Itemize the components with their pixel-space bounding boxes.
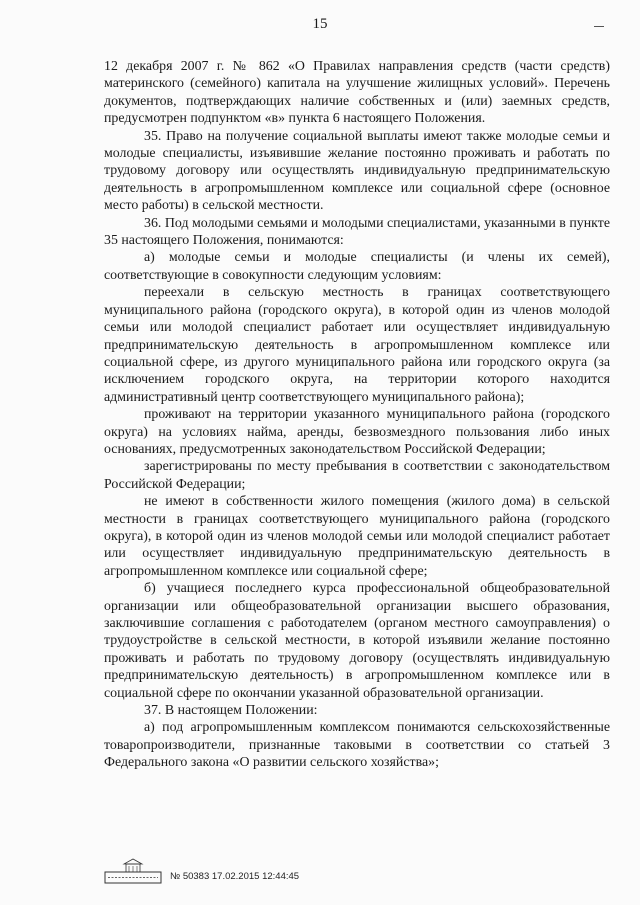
paragraph: проживают на территории указанного муниципального района (городского округа) на условиях найма, аренды, безвозмездного пользования либо иных основаниях, предусмотренных законодательством Российской Федерации; [104, 407, 610, 457]
page-number: 15 [312, 16, 328, 32]
paragraph: не имеют в собственности жилого помещения (жилого дома) в сельской местности в границах соответствующего муниципального района (городского округа), в которой один из членов молодой семьи или молодой специалист работает или осуществляет индивидуальную предпринимательскую деятельность в агропромышленном комплексе или социальной сфере; [104, 494, 610, 579]
paragraph: б) учащиеся последнего курса профессиональной общеобразовательной организации или общеобразовательной организации высшего образования, заключившие соглашения с работодателем (органом местного самоуправления) о трудоустройстве в сельской местности, в которой изъявили желание постоянно проживать и работать по трудовому договору (осуществлять индивидуальную предпринимательскую деятельность) в агропромышленном комплексе или в социальной сфере по окончании указанной образовательной организации. [104, 581, 610, 701]
paragraph: а) под агропромышленным комплексом понимаются сельскохозяйственные товаропроизводители, признанные таковыми в соответствии со статьей 3 Федерального закона «О развитии сельского хозяйства»; [104, 720, 610, 771]
paragraph: а) молодые семьи и молодые специалисты (и члены их семей), соответствующие в совокупности следующим условиям: [104, 250, 610, 283]
document-body [104, 58, 610, 772]
paragraph: 35. Право на получение социальной выплаты имеют также молодые семьи и молодые специалисты, изъявившие желание постоянно проживать и работать по трудовому договору или осуществлять индивидуальную предпринимательскую деятельность в агропромышленном комплексе или социальной сфере (основное место работы) в сельской местности. [104, 128, 610, 214]
scan-mark [594, 26, 604, 31]
paragraph: 12 декабря 2007 г. № 862 «О Правилах направления средств (части средств) материнского (семейного) капитала на улучшение жилищных условий». Перечень документов, подтверждающих наличие собственных и (или) заемных средств, предусмотрен подпунктом «в» пункта 6 настоящего Положения. [104, 59, 610, 127]
footer [104, 858, 299, 884]
paragraph: переехали в сельскую местность в границах соответствующего муниципального района (городского округа), в которой один из членов молодой семьи или молодой специалист работает или осуществляет индивидуальную предпринимательскую деятельность в агропромышленном комплексе или социальной сфере, из другого муниципального района или городского округа (за исключением городского округа, на территории которого находится административный центр соответствующего муниципального района); [104, 285, 610, 405]
registration-number: № 50383 17.02.2015 12:44:45 [170, 871, 300, 882]
paragraph: 37. В настоящем Положении: [144, 703, 318, 719]
paragraph: зарегистрированы по месту пребывания в соответствии с законодательством Российской Федерации; [104, 459, 610, 492]
registration-stamp-icon [104, 858, 162, 884]
paragraph: 36. Под молодыми семьями и молодыми специалистами, указанными в пункте 35 настоящего Положения, понимаются: [104, 215, 610, 249]
